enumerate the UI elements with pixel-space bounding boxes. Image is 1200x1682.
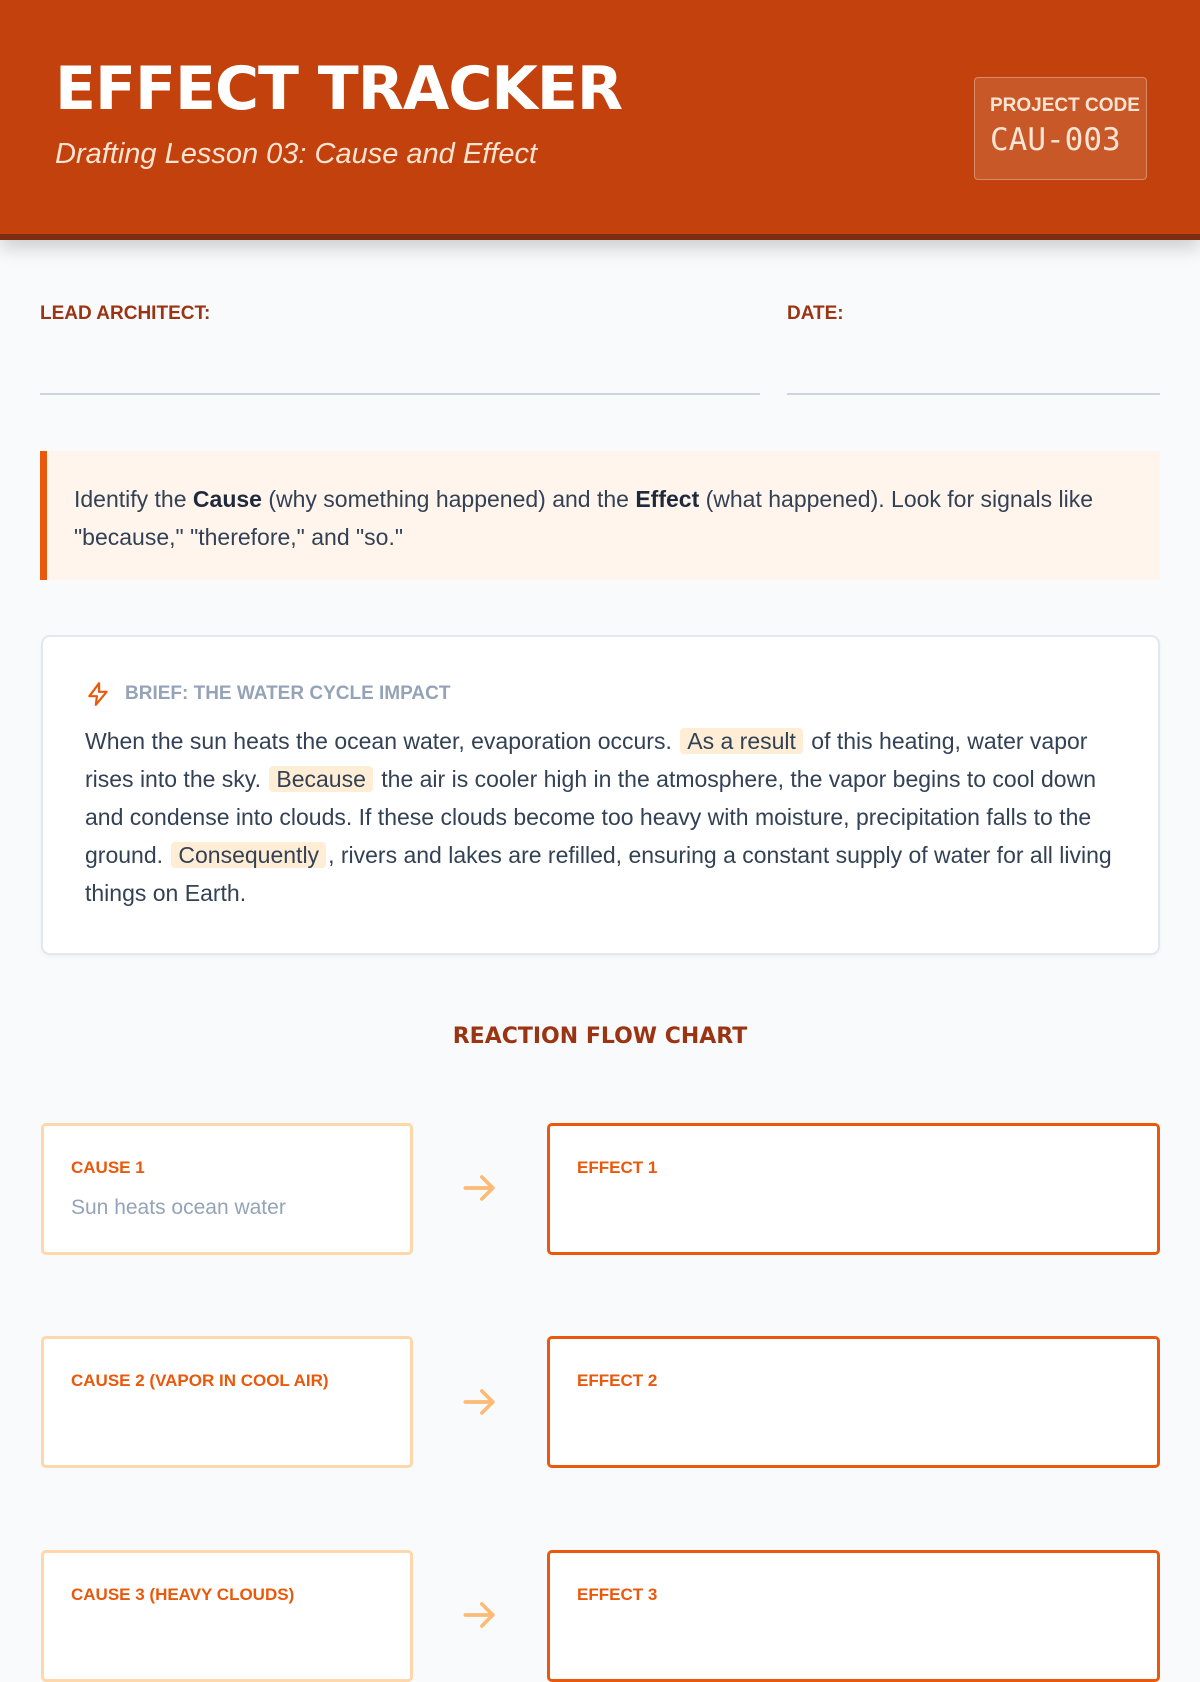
passage-text: the air is cooler high in the atmosphere, the vapor begins to cool down and condense into clouds. If these clouds become too heavy with moisture, precipitation falls to the ground.	[85, 766, 1096, 868]
passage-text: When the sun heats the ocean water, evaporation occurs.	[85, 728, 679, 754]
cause-label: CAUSE 3 (HEAVY CLOUDS)	[71, 1585, 295, 1604]
arrow-right-icon	[458, 1166, 502, 1210]
effect-3-box[interactable]	[547, 1550, 1160, 1682]
effect-label: EFFECT 1	[577, 1158, 658, 1177]
page-subtitle: Drafting Lesson 03: Cause and Effect	[55, 138, 538, 170]
lead-architect-label: LEAD ARCHITECT:	[40, 303, 211, 324]
flow-chart-title: REACTION FLOW CHART	[452, 1024, 748, 1049]
date-label: DATE:	[787, 303, 844, 324]
project-code-value: CAU-003	[990, 122, 1121, 158]
effect-2-box[interactable]	[547, 1336, 1160, 1468]
lightning-icon	[85, 680, 111, 708]
page-title: EFFECT TRACKER	[55, 54, 623, 124]
instructions-text: (what happened). Look for signals like "because," "therefore," and "so."	[74, 486, 1094, 550]
effect-label: EFFECT 2	[577, 1371, 658, 1390]
passage-text: of this heating, water vapor rises into the sky.	[85, 728, 1088, 792]
passage-text: , rivers and lakes are refilled, ensuring a constant supply of water for all living things on Earth.	[85, 842, 1112, 906]
project-code-label: PROJECT CODE	[990, 95, 1140, 116]
cause-term: Cause	[192, 486, 262, 512]
brief-passage	[85, 722, 1135, 912]
brief-title: BRIEF: THE WATER CYCLE IMPACT	[125, 683, 451, 704]
cause-example-text: Sun heats ocean water	[71, 1196, 286, 1219]
cause-label: CAUSE 1	[71, 1158, 145, 1177]
effect-1-box[interactable]	[547, 1123, 1160, 1255]
cause-3-box[interactable]	[41, 1550, 413, 1682]
date-field[interactable]	[787, 393, 1160, 395]
instructions-text: (why something happened) and the	[261, 486, 636, 512]
cause-label: CAUSE 2 (VAPOR IN COOL AIR)	[71, 1371, 329, 1390]
cause-2-box[interactable]	[41, 1336, 413, 1468]
page-header	[0, 0, 1200, 240]
instructions-box	[40, 451, 1160, 580]
lead-architect-field[interactable]	[40, 393, 760, 395]
brief-card	[41, 635, 1160, 955]
project-code-badge	[974, 77, 1147, 180]
signal-word: Consequently	[171, 842, 326, 868]
brief-header	[85, 680, 450, 708]
signal-word: Because	[269, 766, 373, 792]
effect-label: EFFECT 3	[577, 1585, 658, 1604]
instructions-text: Identify the	[74, 486, 193, 512]
signal-word: As a result	[680, 728, 803, 754]
cause-1-box[interactable]	[41, 1123, 413, 1255]
arrow-right-icon	[458, 1380, 502, 1424]
effect-term: Effect	[635, 486, 700, 512]
